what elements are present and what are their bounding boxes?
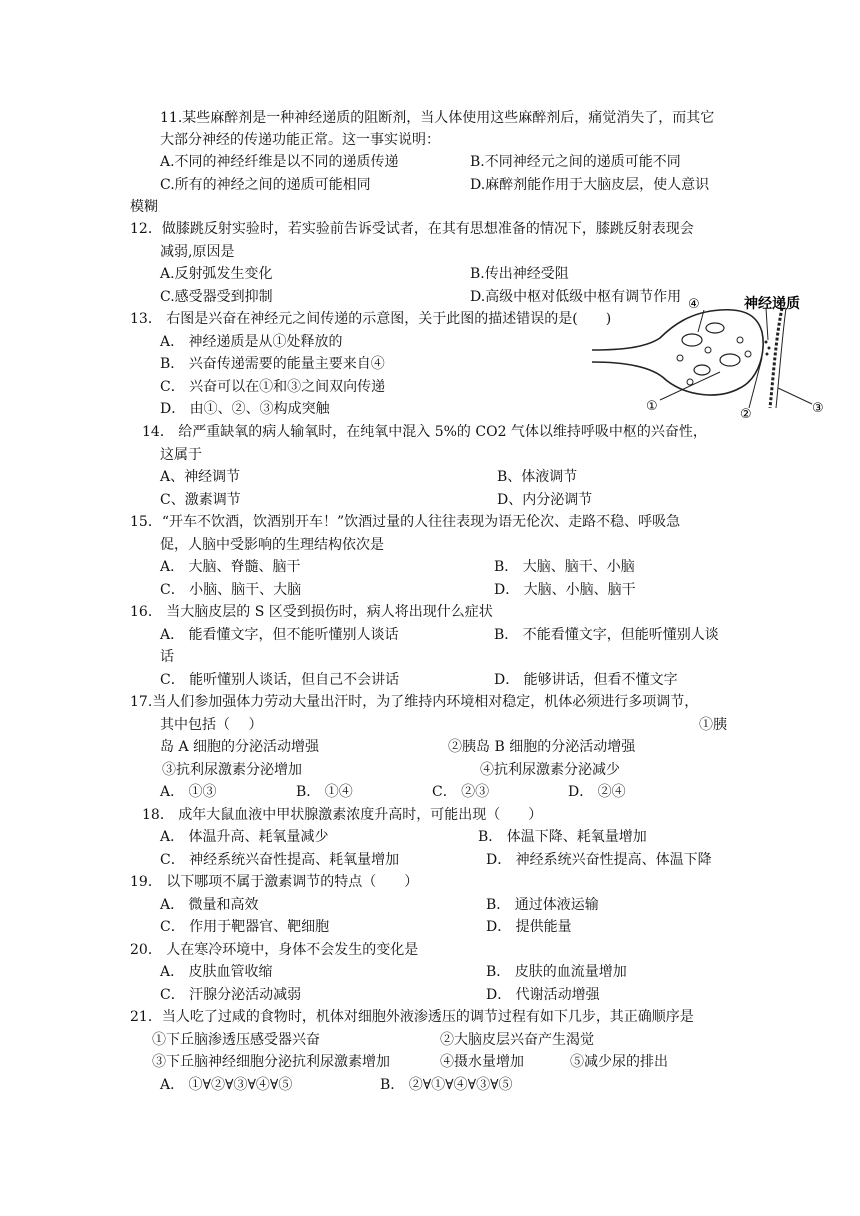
q13-stem: 13． 右图是兴奋在神经元之间传递的示意图，关于此图的描述错误的是( ) [130, 311, 612, 327]
q13-option-b: B． 兴奋传递需要的能量主要来自④ [160, 356, 385, 372]
axon-terminal-outline [592, 310, 763, 395]
q12-option-b: B.传出神经受阻 [470, 266, 569, 282]
q21-step-5: ⑤减少尿的排出 [570, 1054, 668, 1070]
transmitter-dot [766, 353, 769, 356]
vesicle [705, 347, 711, 353]
q21-option-b: B． ②∀①∀④∀③∀⑤ [380, 1077, 513, 1093]
q11-option-d-cont: 模糊 [130, 199, 158, 215]
q14-option-b: B、体液调节 [497, 469, 578, 485]
q17-stem-2: 其中包括（ ） [160, 717, 263, 733]
q19-option-a: A． 微量和高效 [160, 897, 259, 913]
leader-line-2 [749, 358, 762, 408]
q20-option-b: B． 皮肤的血流量增加 [486, 964, 627, 980]
q12-option-c: C.感受器受到抑制 [160, 289, 273, 305]
vesicle [687, 379, 693, 385]
q17-option-b: B． ①④ [296, 784, 353, 800]
q11-stem-2: 大部分神经的传递功能正常。这一事实说明： [160, 132, 440, 148]
transmitter-dot [765, 341, 768, 344]
mitochondrion-1 [682, 334, 702, 346]
q15-stem-2: 促，人脑中受影响的生理结构依次是 [160, 537, 384, 553]
q19-option-c: C． 作用于靶器官、靶细胞 [160, 919, 330, 935]
q11-option-a: A.不同的神经纤维是以不同的递质传递 [160, 154, 399, 170]
q14-stem-2: 这属于 [160, 447, 202, 463]
q12-stem-1: 12．做膝跳反射实验时，若实验前告诉受试者，在其有思想准备的情况下，膝跳反射表现会 [130, 221, 694, 237]
q21-step-1: ①下丘脑渗透压感受器兴奋 [152, 1032, 320, 1048]
q15-option-d: D． 大脑、小脑、脑干 [494, 582, 636, 598]
q15-stem-1: 15．“开车不饮酒，饮酒别开车！”饮酒过量的人往往表现为语无伦次、走路不稳、呼吸急 [130, 514, 681, 530]
q11-option-d: D.麻醉剂能作用于大脑皮层，使人意识 [470, 177, 710, 193]
q20-option-d: D． 代谢活动增强 [486, 987, 600, 1003]
q12-stem-2: 减弱,原因是 [160, 244, 235, 260]
figure-title-label: 神经递质 [744, 296, 800, 312]
mitochondrion-4 [694, 365, 710, 375]
q17-stem-3: ①胰 [699, 717, 727, 733]
q18-option-a: A． 体温升高、耗氧量减少 [160, 829, 329, 845]
q20-stem: 20． 人在寒冷环境中，身体不会发生的变化是 [130, 942, 419, 958]
transmitter-dot [768, 347, 771, 350]
q20-option-a: A． 皮肤血管收缩 [160, 964, 273, 980]
q14-stem-1: 14． 给严重缺氧的病人输氧时，在纯氧中混入 5%的 CO2 气体以维持呼吸中枢的兴奋性， [142, 424, 707, 440]
q17-item-1: 岛 A 细胞的分泌活动增强 [160, 739, 320, 755]
q12-option-d: D.高级中枢对低级中枢有调节作用 [470, 289, 682, 305]
q19-stem: 19． 以下哪项不属于激素调节的特点（ ） [130, 874, 419, 890]
q13-option-c: C． 兴奋可以在①和③之间双向传递 [160, 379, 386, 395]
q21-step-2: ②大脑皮层兴奋产生渴觉 [440, 1032, 594, 1048]
q15-option-a: A． 大脑、脊髓、脑干 [160, 559, 301, 575]
q18-option-d: D． 神经系统兴奋性提高、体温下降 [486, 852, 712, 868]
synapse-diagram [590, 288, 830, 418]
q11-option-c: C.所有的神经之间的递质可能相同 [160, 177, 371, 193]
q19-option-d: D． 提供能量 [486, 919, 572, 935]
q16-option-c: C． 能听懂别人谈话，但自己不会讲话 [160, 672, 400, 688]
q15-option-c: C． 小脑、脑干、大脑 [160, 582, 302, 598]
q17-option-d: D． ②④ [568, 784, 626, 800]
q13-option-a: A． 神经递质是从①处释放的 [160, 334, 343, 350]
q18-option-c: C． 神经系统兴奋性提高、耗氧量增加 [160, 852, 400, 868]
vesicle [745, 351, 751, 357]
q13-option-d: D． 由①、②、③构成突触 [160, 401, 330, 417]
q18-option-b: B． 体温下降、耗氧量增加 [478, 829, 647, 845]
q21-stem: 21．当人吃了过咸的食物时，机体对细胞外液渗透压的调节过程有如下几步，其正确顺序是 [130, 1009, 694, 1025]
q16-stem: 16． 当大脑皮层的 S 区受到损伤时，病人将出现什么症状 [130, 604, 493, 620]
synapse-figure [590, 288, 830, 418]
q15-option-b: B． 大脑、脑干、小脑 [494, 559, 635, 575]
q21-option-a: A． ①∀②∀③∀④∀⑤ [160, 1077, 293, 1093]
marker-4: ④ [688, 297, 700, 312]
marker-3: ③ [812, 401, 824, 416]
q17-option-a: A． ①③ [160, 784, 217, 800]
leader-line-transmitter [766, 308, 768, 340]
q17-item-4: ④抗利尿激素分泌减少 [480, 762, 620, 778]
mitochondrion-2 [706, 323, 724, 333]
q16-option-d: D． 能够讲话，但看不懂文字 [494, 672, 678, 688]
q12-option-a: A.反射弧发生变化 [160, 266, 273, 282]
q19-option-b: B． 通过体液运输 [486, 897, 599, 913]
leader-line-3 [778, 388, 812, 404]
q21-step-3: ③下丘脑神经细胞分泌抗利尿激素增加 [152, 1054, 390, 1070]
q16-option-b-cont: 话 [160, 649, 174, 665]
q17-item-2: ②胰岛 B 细胞的分泌活动增强 [448, 739, 636, 755]
vesicle [737, 337, 743, 343]
q16-option-b: B． 不能看懂文字，但能听懂别人谈 [494, 627, 719, 643]
q20-option-c: C． 汗腺分泌活动减弱 [160, 987, 302, 1003]
q21-step-4: ④摄水量增加 [440, 1054, 524, 1070]
marker-2: ② [740, 407, 752, 418]
marker-1: ① [646, 399, 658, 414]
postsynaptic-membrane-edge [776, 308, 786, 408]
q11-option-b: B.不同神经元之间的递质可能不同 [470, 154, 681, 170]
q14-option-c: C、激素调节 [160, 492, 241, 508]
q18-stem: 18． 成年大鼠血液中甲状腺激素浓度升高时，可能出现（ ） [142, 807, 543, 823]
q14-option-a: A、神经调节 [160, 469, 241, 485]
vesicle [677, 355, 683, 361]
q17-option-c: C． ②③ [432, 784, 490, 800]
mitochondrion-3 [720, 354, 740, 366]
q14-option-d: D、内分泌调节 [497, 492, 593, 508]
q17-stem-1: 17.当人们参加强体力劳动大量出汗时，为了维持内环境相对稳定，机体必须进行多项调节， [130, 694, 699, 710]
q11-stem-1: 11.某些麻醉剂是一种神经递质的阻断剂，当人体使用这些麻醉剂后，痛觉消失了，而其它 [160, 110, 715, 126]
q16-option-a: A． 能看懂文字，但不能听懂别人谈话 [160, 627, 399, 643]
q17-item-3: ③抗利尿激素分泌增加 [162, 762, 302, 778]
